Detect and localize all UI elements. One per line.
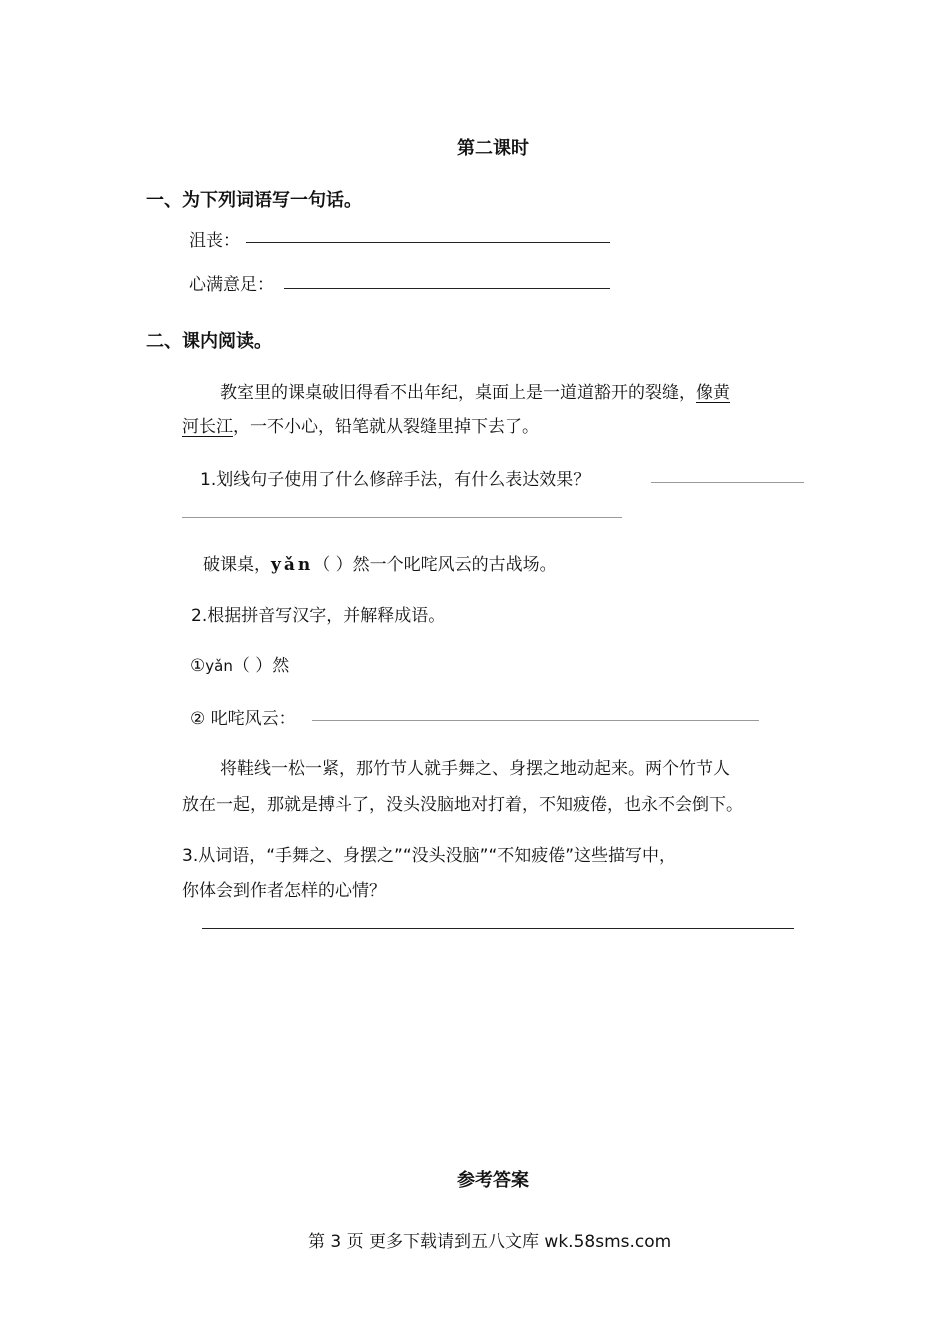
passage-one-line-2 <box>182 412 539 437</box>
passage-two-line-2: 放在一起，那就是搏斗了，没头没脑地对打着，不知疲倦，也永不会倒下。 <box>182 795 743 815</box>
q2-item-2-marker: ② <box>190 709 206 729</box>
question-2: 2.根据拼音写汉字，并解释成语。 <box>191 606 446 626</box>
underlined-sentence-part-1: 像黄 <box>696 383 730 403</box>
q2-item-2 <box>190 704 296 729</box>
passage-one-text: 教室里的课桌破旧得看不出年纪，桌面上是一道道豁开的裂缝， <box>220 383 696 403</box>
pinyin-sentence-before: 破课桌， <box>203 555 271 575</box>
pinyin-yan: yǎn <box>271 555 314 575</box>
section-one-heading: 一、为下列词语写一句话。 <box>146 190 362 211</box>
word-label-jusang: 沮丧： <box>189 231 240 251</box>
q2-item-1 <box>190 651 289 676</box>
page-title: 第二课时 <box>457 138 529 159</box>
passage-one-text-cont: ，一不小心，铅笔就从裂缝里掉下去了。 <box>233 417 539 437</box>
question-3-line-2: 你体会到作者怎样的心情？ <box>182 881 386 901</box>
word-label-xinmanyizu: 心满意足： <box>189 275 274 295</box>
underlined-sentence-part-2: 河长江 <box>182 417 233 437</box>
passage-one-line-1 <box>220 378 730 403</box>
pinyin-sentence-after: （ ）然一个叱咤风云的古战场。 <box>313 555 557 575</box>
pinyin-sentence <box>203 550 557 575</box>
q1-answer-line-1[interactable] <box>651 482 804 483</box>
page-footer: 第 3 页 更多下载请到五八文库 wk.58sms.com <box>308 1232 672 1252</box>
answer-line-jusang[interactable] <box>246 242 610 243</box>
q2-item-1-marker: ① <box>190 656 206 676</box>
q2-item-1-text: （ ）然 <box>232 656 290 676</box>
q2-item-1-pinyin: yǎn <box>205 657 233 675</box>
answer-line-xinmanyizu[interactable] <box>284 288 610 289</box>
q1-answer-line-2[interactable] <box>182 517 622 518</box>
question-3-line-1: 3.从词语，“手舞之、身摆之”“没头没脑”“不知疲倦”这些描写中， <box>182 846 677 866</box>
answer-heading: 参考答案 <box>457 1170 529 1191</box>
question-1: 1.划线句子使用了什么修辞手法，有什么表达效果？ <box>200 470 591 490</box>
q2-item-2-text: 叱咤风云： <box>210 709 296 729</box>
q3-answer-line[interactable] <box>202 928 794 929</box>
passage-two-line-1: 将鞋线一松一紧，那竹节人就手舞之、身摆之地动起来。两个竹节人 <box>220 759 730 779</box>
q2-answer-line[interactable] <box>312 720 759 721</box>
section-two-heading: 二、课内阅读。 <box>146 331 272 352</box>
